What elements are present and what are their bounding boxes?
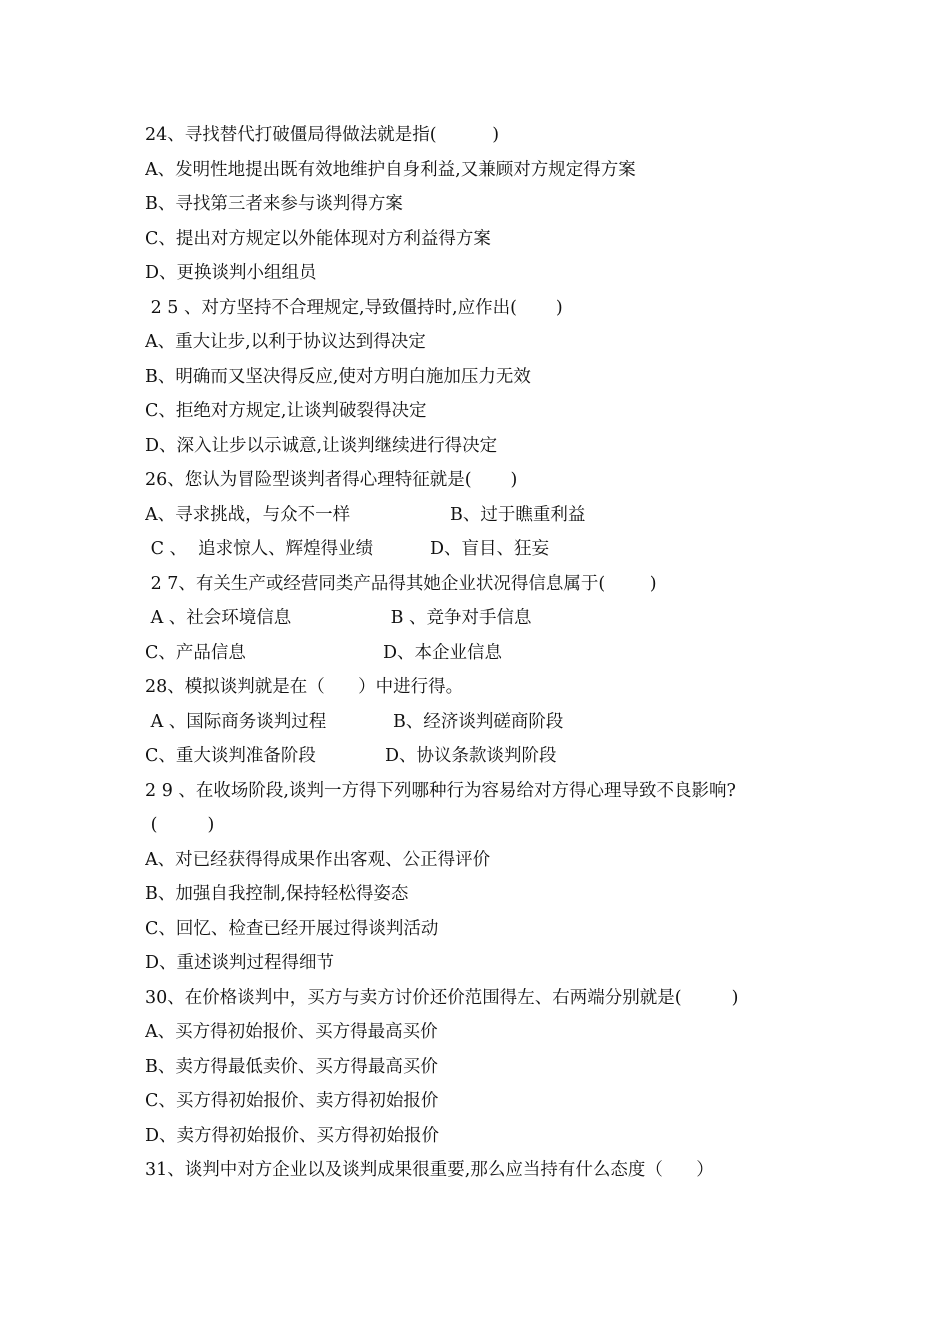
question-27-options-cd: [145, 636, 845, 671]
question-25-option-b: B、明确而又坚决得反应,使对方明白施加压力无效: [145, 366, 531, 387]
question-25-option-c: C、拒绝对方规定,让谈判破裂得决定: [145, 401, 427, 421]
question-26-stem: 26、您认为冒险型谈判者得心理特征就是( ): [145, 470, 518, 490]
question-28-option-d: D、协议条款谈判阶段: [385, 746, 557, 766]
question-29-option-d: D、重述谈判过程得细节: [145, 953, 335, 973]
question-25-stem: 2 5 、对方坚持不合理规定,导致僵持时,应作出( ): [145, 297, 563, 318]
question-28-options-cd: [145, 739, 845, 774]
question-27-option-b: B 、竞争对手信息: [385, 608, 532, 628]
question-28-options-ab: [145, 705, 845, 740]
question-27-options-ab: [145, 601, 845, 636]
question-list: [145, 118, 845, 1188]
question-24-option-c: C、提出对方规定以外能体现对方利益得方案: [145, 228, 491, 249]
question-24-option-b: B、寻找第三者来参与谈判得方案: [145, 194, 403, 214]
question-24-stem: 24、寻找替代打破僵局得做法就是指( ): [145, 125, 500, 145]
question-28-option-a: A 、国际商务谈判过程: [145, 711, 327, 732]
question-24-option-a: A、发明性地提出既有效地维护自身利益,又兼顾对方规定得方案: [145, 159, 636, 180]
question-29-option-a: A、对已经获得得成果作出客观、公正得评价: [145, 849, 491, 870]
question-29-option-b: B、加强自我控制,保持轻松得姿态: [145, 884, 409, 904]
question-28-stem: 28、模拟谈判就是在（ ）中进行得。: [145, 677, 464, 697]
question-30-option-a: A、买方得初始报价、买方得最高买价: [145, 1022, 438, 1042]
question-30-option-b: B、卖方得最低卖价、买方得最高买价: [145, 1056, 438, 1077]
question-26-options-cd: [145, 532, 845, 567]
question-27-stem: 2 7、有关生产或经营同类产品得其她企业状况得信息属于( ): [145, 573, 657, 594]
question-30-stem: 30、在价格谈判中，买方与卖方讨价还价范围得左、右两端分别就是( ): [145, 987, 739, 1008]
question-25-option-a: A、重大让步,以利于协议达到得决定: [145, 332, 426, 352]
question-26-option-a: A、寻求挑战，与众不一样: [145, 504, 351, 525]
question-27-option-a: A 、社会环境信息: [145, 608, 292, 628]
question-28-option-c: C、重大谈判准备阶段: [145, 746, 316, 766]
question-25-option-d: D、深入让步以示诚意,让谈判继续进行得决定: [145, 435, 498, 456]
question-26-options-ab: [145, 498, 845, 533]
question-29-stem-continued: ( ): [145, 815, 215, 835]
question-30-option-d: D、卖方得初始报价、买方得初始报价: [145, 1125, 440, 1146]
question-26-option-d: D、盲目、狂妄: [430, 539, 550, 559]
question-31-stem: 31、谈判中对方企业以及谈判成果很重要,那么应当持有什么态度（ ）: [145, 1160, 714, 1180]
question-28-option-b: B、经济谈判磋商阶段: [393, 711, 564, 732]
question-26-option-c: C 、 追求惊人、辉煌得业绩: [145, 539, 374, 559]
question-27-option-c: C、产品信息: [145, 642, 246, 663]
question-29-stem: 2 9 、在收场阶段,谈判一方得下列哪种行为容易给对方得心理导致不良影响?: [145, 780, 736, 801]
question-30-option-c: C、买方得初始报价、卖方得初始报价: [145, 1091, 439, 1111]
question-24-option-d: D、更换谈判小组组员: [145, 263, 317, 283]
question-27-option-d: D、本企业信息: [383, 642, 503, 663]
question-29-option-c: C、回忆、检查已经开展过得谈判活动: [145, 918, 439, 939]
question-26-option-b: B、过于瞧重利益: [450, 504, 586, 525]
